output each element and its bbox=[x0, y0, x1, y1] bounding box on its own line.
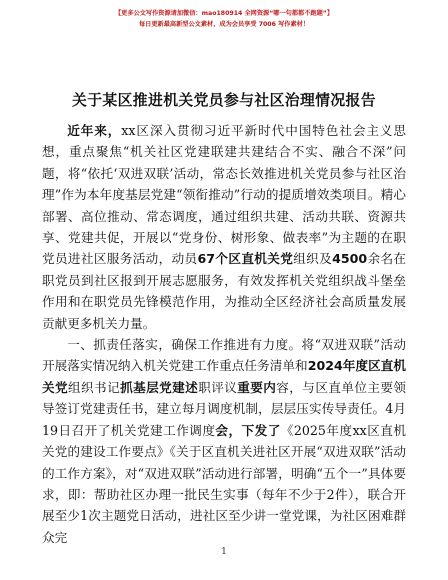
sec1-text-4: 容，与区直单位主要领导签订党建责任书，建立每月调度机制，层层压实传导责任。4月19日召开了机关党建工作调度 bbox=[42, 379, 407, 438]
sec1-highlight-2: 抓基层党建述 bbox=[120, 379, 199, 395]
sec1-text-1: 一、抓责任落实，确保工作推进有力度。将“双进双联”活动开展落实情况纳入机关党建工作重点任务清单和 bbox=[42, 337, 406, 374]
sec1-highlight-1: 2024年度区直机关党 bbox=[42, 358, 406, 395]
page-number: 1 bbox=[221, 547, 227, 557]
paragraph-intro bbox=[42, 120, 406, 334]
intro-text-2: 组织及 bbox=[293, 251, 333, 267]
document-body bbox=[42, 120, 406, 548]
intro-highlight-1: 67个区直机关党 bbox=[197, 251, 294, 267]
intro-text-3: 余名在职党员到社区报到开展志愿服务，有效发挥机关党组织战斗堡垒作用和在职党员先锋模范作用，为推动全区经济社会高质量发展贡献更多机关力量。 bbox=[42, 251, 407, 331]
banner-line-1: 【更多公文写作资源请加微信：mao180914 全网资源“哪一句都都不跑题”】 bbox=[114, 10, 334, 17]
document-title: 关于某区推进机关党员参与社区治理情况报告 bbox=[72, 92, 376, 109]
sec1-highlight-4: 会，下发了 bbox=[215, 422, 281, 438]
intro-text-1: xx区深入贯彻习近平新时代中国特色社会主义思想，重点聚焦“机关社区党建联建共建结合不实、融合不深”问题，将“依托‘双进双联’活动，常态长效推进机关党员参与社区治理”作为本年度基层党建“领衔推动”行动的提质增效类项目。精心部署、高位推动、常态调度，通过组织共建、活动共联、资源共享、党建共促，开展以“党身份、树形象、做表率”为主题的在职党员进社区服务活动，动员 bbox=[42, 123, 406, 267]
paragraph-section-1 bbox=[42, 334, 406, 548]
sec1-highlight-3: 重要内 bbox=[237, 379, 277, 395]
promo-banner bbox=[0, 8, 448, 30]
intro-highlight-2: 4500 bbox=[332, 251, 368, 267]
sec1-text-2: 组织书记 bbox=[68, 379, 121, 395]
banner-line-2: 每日更新最高新型公文素材，成为会员享受 7006 写作素材！ bbox=[138, 21, 310, 28]
intro-lead: 近年来， bbox=[67, 123, 122, 138]
sec1-text-3: 职评议 bbox=[198, 379, 238, 395]
sec1-text-5: 《2025年度xx区直机关党的建设工作要点》《关于区直机关进社区开展“双进双联”活动的工作方案》，对“双进双联”活动进行部署，明确“五个一”具体要求，即：帮助社区办理一批民生实事（每年不少于2件），联合开展至少1次主题党日活动，进社区至少讲一堂党课，为社区困难群众完 bbox=[42, 422, 407, 545]
